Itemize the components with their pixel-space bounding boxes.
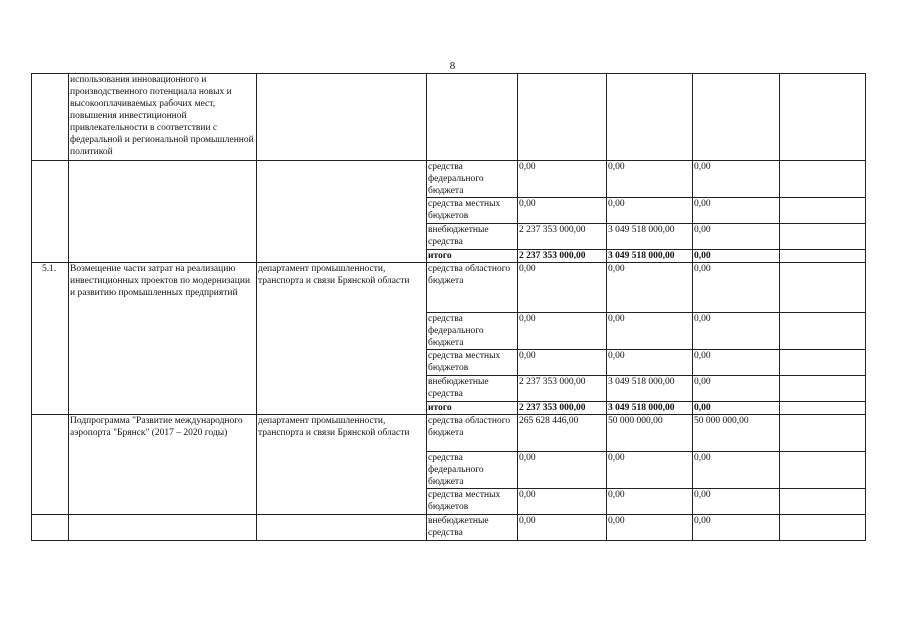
funding-source: средства областного бюджета [427,263,518,313]
value-cell: 0,00 [693,313,780,350]
funding-source: внебюджетные средства [427,376,518,402]
value-cell: 0,00 [693,350,780,376]
value-cell: 0,00 [693,263,780,313]
value-cell: 2 237 353 000,00 [518,224,607,250]
table-row [32,515,866,541]
table-row [32,74,866,161]
value-cell: 0,00 [607,198,693,224]
funding-source: внебюджетные средства [427,224,518,250]
value-cell: 0,00 [693,452,780,489]
value-cell: 2 237 353 000,00 [518,250,607,263]
value-cell: 0,00 [518,489,607,515]
funding-source: внебюджетные средства [427,515,518,541]
value-cell: 0,00 [518,350,607,376]
value-cell: 0,00 [607,489,693,515]
value-cell: 0,00 [693,198,780,224]
value-cell: 0,00 [693,515,780,541]
funding-source: средства федерального бюджета [427,161,518,198]
table-row [32,161,866,198]
value-cell: 3 049 518 000,00 [607,402,693,415]
value-cell: 3 049 518 000,00 [607,376,693,402]
value-cell: 50 000 000,00 [693,415,780,452]
row-description: Возмещение части затрат на реализацию инвестиционных проектов по модернизации и развитию промышленных предприятий [69,263,257,415]
value-cell: 2 237 353 000,00 [518,376,607,402]
value-cell: 0,00 [518,263,607,313]
value-cell: 50 000 000,00 [607,415,693,452]
value-cell: 0,00 [607,452,693,489]
value-cell: 0,00 [518,452,607,489]
value-cell: 2 237 353 000,00 [518,402,607,415]
value-cell: 0,00 [693,224,780,250]
value-cell: 265 628 446,00 [518,415,607,452]
budget-table [31,73,866,541]
value-cell: 0,00 [693,489,780,515]
table-row [32,263,866,313]
funding-source: итого [427,250,518,263]
funding-source: средства федерального бюджета [427,313,518,350]
value-cell: 0,00 [693,161,780,198]
funding-source: итого [427,402,518,415]
value-cell: 0,00 [607,161,693,198]
executor: департамент промышленности, транспорта и связи Брянской области [257,415,427,515]
funding-source: средства областного бюджета [427,415,518,452]
value-cell: 0,00 [607,515,693,541]
value-cell: 0,00 [607,263,693,313]
value-cell: 0,00 [607,350,693,376]
row-description: использования инновационного и производственного потенциала новых и высокооплачиваемых рабочих мест, повышения инвестиционной привлекательности в соответствии с федеральной и региональной промышленной политикой [69,74,257,161]
funding-source: средства местных бюджетов [427,350,518,376]
value-cell: 0,00 [518,198,607,224]
value-cell: 0,00 [693,250,780,263]
value-cell: 3 049 518 000,00 [607,224,693,250]
row-description: Подпрограмма "Развитие международного аэропорта "Брянск" (2017 – 2020 годы) [69,415,257,515]
table-row [32,415,866,452]
value-cell: 0,00 [693,376,780,402]
value-cell: 3 049 518 000,00 [607,250,693,263]
value-cell: 0,00 [693,402,780,415]
value-cell: 0,00 [607,313,693,350]
value-cell: 0,00 [518,313,607,350]
funding-source: средства местных бюджетов [427,489,518,515]
item-number: 5.1. [32,263,69,415]
value-cell: 0,00 [518,161,607,198]
funding-source: средства местных бюджетов [427,198,518,224]
value-cell: 0,00 [518,515,607,541]
executor: департамент промышленности, транспорта и связи Брянской области [257,263,427,415]
page-number: 8 [449,60,456,72]
funding-source: средства федерального бюджета [427,452,518,489]
